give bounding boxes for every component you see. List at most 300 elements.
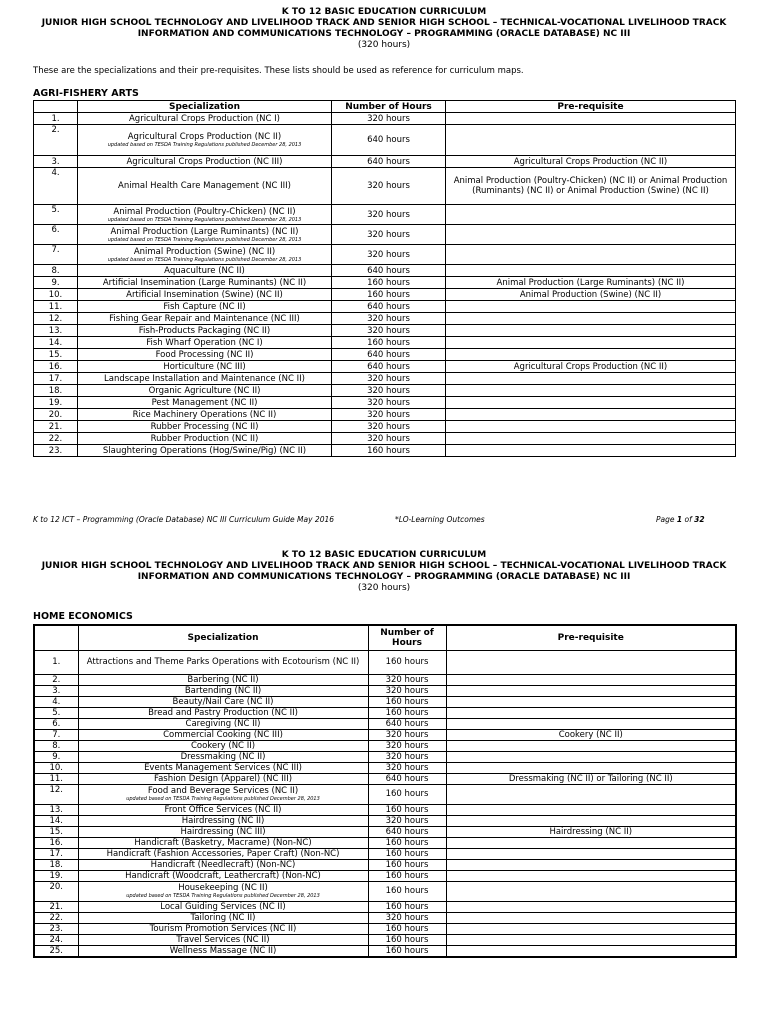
row-hours-text: 160 hours bbox=[385, 945, 429, 956]
row-prerequisite bbox=[446, 848, 736, 859]
row-hours-text: 320 hours bbox=[367, 433, 410, 444]
table-row bbox=[34, 718, 736, 729]
table-row bbox=[34, 837, 736, 848]
row-specialization bbox=[78, 373, 332, 385]
row-prerequisite bbox=[446, 113, 736, 125]
row-prerequisite bbox=[446, 156, 736, 168]
row-number bbox=[34, 301, 78, 313]
row-number-text: 14. bbox=[48, 337, 63, 348]
row-number bbox=[34, 804, 78, 815]
table-row bbox=[34, 934, 736, 945]
row-specialization bbox=[78, 245, 332, 265]
row-hours-text: 640 hours bbox=[385, 718, 429, 729]
row-number-text: 9. bbox=[51, 277, 60, 288]
row-hours-text: 640 hours bbox=[367, 361, 410, 372]
row-specialization-text: Beauty/Nail Care (NC II) bbox=[172, 696, 274, 707]
row-prerequisite-text: Agricultural Crops Production (NC II) bbox=[513, 361, 668, 372]
row-specialization-text: Barbering (NC II) bbox=[187, 674, 259, 685]
table-row bbox=[34, 784, 736, 804]
row-hours-text: 640 hours bbox=[367, 301, 410, 312]
header-line: INFORMATION AND COMMUNICATIONS TECHNOLOGY – PROGRAMMING (ORACLE DATABASE) NC III bbox=[137, 572, 631, 582]
row-prerequisite bbox=[446, 265, 736, 277]
row-number bbox=[34, 156, 78, 168]
row-hours-text: 320 hours bbox=[385, 815, 429, 826]
header-line: INFORMATION AND COMMUNICATIONS TECHNOLOGY – PROGRAMMING (ORACLE DATABASE) NC III bbox=[137, 29, 631, 39]
row-number bbox=[34, 696, 78, 707]
col-prerequisite: Pre-requisite bbox=[446, 101, 736, 113]
row-prerequisite bbox=[446, 773, 736, 784]
row-number-text: 21. bbox=[49, 901, 64, 912]
section-title: AGRI-FISHERY ARTS bbox=[33, 88, 139, 99]
row-hours-text: 320 hours bbox=[385, 729, 429, 740]
row-number bbox=[34, 337, 78, 349]
row-specialization-text: Animal Health Care Management (NC III) bbox=[118, 181, 291, 191]
row-specialization bbox=[78, 168, 332, 205]
row-hours-text: 640 hours bbox=[367, 156, 410, 167]
row-specialization bbox=[78, 870, 368, 881]
agri-fishery-table bbox=[33, 100, 736, 457]
row-number bbox=[34, 870, 78, 881]
row-specialization-text: Aquaculture (NC II) bbox=[164, 265, 245, 276]
col-specialization: Specialization bbox=[78, 101, 332, 113]
row-specialization bbox=[78, 445, 332, 457]
row-number bbox=[34, 740, 78, 751]
row-hours bbox=[332, 361, 446, 373]
row-prerequisite bbox=[446, 815, 736, 826]
row-prerequisite bbox=[446, 784, 736, 804]
row-number-text: 15. bbox=[49, 826, 64, 837]
row-number bbox=[34, 881, 78, 901]
table-row bbox=[34, 397, 736, 409]
table-row bbox=[34, 881, 736, 901]
row-prerequisite bbox=[446, 650, 736, 674]
row-hours bbox=[332, 373, 446, 385]
row-hours-text: 160 hours bbox=[385, 923, 429, 934]
row-specialization-text: Bartending (NC II) bbox=[184, 685, 262, 696]
row-specialization bbox=[78, 361, 332, 373]
row-number bbox=[34, 934, 78, 945]
row-hours-text: 160 hours bbox=[367, 289, 410, 300]
row-specialization-text: Animal Production (Large Ruminants) (NC II) bbox=[110, 226, 299, 237]
row-number bbox=[34, 349, 78, 361]
row-hours-text: 160 hours bbox=[367, 337, 410, 348]
row-specialization-text: Rice Machinery Operations (NC II) bbox=[132, 409, 277, 420]
row-specialization-text: Food Processing (NC II) bbox=[155, 349, 254, 360]
row-prerequisite-text: Animal Production (Large Ruminants) (NC II) bbox=[496, 277, 685, 288]
row-hours-text: 320 hours bbox=[385, 762, 429, 773]
row-hours bbox=[332, 313, 446, 325]
row-specialization bbox=[78, 156, 332, 168]
row-specialization-text: Agricultural Crops Production (NC II) bbox=[127, 132, 282, 142]
row-hours bbox=[368, 751, 446, 762]
row-number bbox=[34, 361, 78, 373]
row-number bbox=[34, 762, 78, 773]
row-specialization-text: Handicraft (Basketry, Macrame) (Non-NC) bbox=[134, 837, 312, 848]
row-hours bbox=[368, 912, 446, 923]
row-number bbox=[34, 826, 78, 837]
table-row bbox=[34, 225, 736, 245]
row-prerequisite bbox=[446, 718, 736, 729]
row-number-text: 11. bbox=[48, 301, 63, 312]
row-hours bbox=[368, 901, 446, 912]
row-prerequisite bbox=[446, 934, 736, 945]
row-prerequisite bbox=[446, 674, 736, 685]
row-hours bbox=[368, 773, 446, 784]
table-row bbox=[34, 804, 736, 815]
row-hours bbox=[332, 277, 446, 289]
row-prerequisite bbox=[446, 409, 736, 421]
row-hours-text: 160 hours bbox=[385, 696, 429, 707]
section-title: HOME ECONOMICS bbox=[33, 611, 133, 622]
row-hours bbox=[332, 289, 446, 301]
table-row bbox=[34, 445, 736, 457]
row-hours bbox=[332, 325, 446, 337]
table-row bbox=[34, 349, 736, 361]
row-hours-text: 160 hours bbox=[385, 789, 429, 799]
row-hours-text: 320 hours bbox=[385, 912, 429, 923]
row-specialization bbox=[78, 773, 368, 784]
row-hours-text: 160 hours bbox=[385, 657, 429, 667]
col-number bbox=[34, 625, 78, 650]
footer-page-number: 1 bbox=[676, 515, 683, 524]
row-hours-text: 160 hours bbox=[367, 277, 410, 288]
row-number-text: 7. bbox=[52, 729, 61, 740]
row-hours-text: 160 hours bbox=[385, 837, 429, 848]
row-number bbox=[34, 313, 78, 325]
row-specialization bbox=[78, 397, 332, 409]
row-number-text: 10. bbox=[48, 289, 63, 300]
row-number-text: 10. bbox=[49, 762, 64, 773]
table-row bbox=[34, 433, 736, 445]
row-number-text: 9. bbox=[52, 751, 61, 762]
row-specialization bbox=[78, 385, 332, 397]
row-specialization-text: Handicraft (Needlecraft) (Non-NC) bbox=[150, 859, 296, 870]
table-row bbox=[34, 685, 736, 696]
row-hours-text: 640 hours bbox=[367, 135, 410, 145]
row-hours-text: 320 hours bbox=[367, 421, 410, 432]
row-specialization bbox=[78, 674, 368, 685]
table-row bbox=[34, 740, 736, 751]
row-specialization bbox=[78, 859, 368, 870]
row-hours-text: 320 hours bbox=[367, 409, 410, 420]
row-hours-text: 320 hours bbox=[367, 385, 410, 396]
row-prerequisite bbox=[446, 826, 736, 837]
col-hours: Number of Hours bbox=[332, 101, 446, 113]
row-number bbox=[34, 225, 78, 245]
row-number-text: 13. bbox=[48, 325, 63, 336]
row-specialization bbox=[78, 650, 368, 674]
row-specialization-text: Dressmaking (NC II) bbox=[180, 751, 266, 762]
row-number bbox=[34, 837, 78, 848]
row-hours bbox=[368, 848, 446, 859]
footer-left: K to 12 ICT – Programming (Oracle Database) NC III Curriculum Guide May 2016 bbox=[33, 515, 335, 524]
table-row bbox=[34, 113, 736, 125]
row-prerequisite bbox=[446, 397, 736, 409]
row-prerequisite bbox=[446, 225, 736, 245]
row-hours bbox=[332, 265, 446, 277]
row-number-text: 11. bbox=[49, 773, 64, 784]
table-row bbox=[34, 923, 736, 934]
row-specialization bbox=[78, 881, 368, 901]
row-hours-text: 160 hours bbox=[385, 870, 429, 881]
row-specialization-text: Artificial Insemination (Large Ruminants) (NC II) bbox=[102, 277, 307, 288]
row-number-text: 4. bbox=[51, 168, 60, 178]
row-prerequisite bbox=[446, 837, 736, 848]
row-specialization-text: Fishing Gear Repair and Maintenance (NC III) bbox=[109, 313, 300, 324]
row-hours bbox=[368, 784, 446, 804]
row-specialization-text: Wellness Massage (NC II) bbox=[169, 945, 277, 956]
row-number bbox=[34, 168, 78, 205]
update-note: updated based on TESDA Training Regulations published December 28, 2013 bbox=[126, 893, 320, 899]
update-note: updated based on TESDA Training Regulations published December 28, 2013 bbox=[107, 142, 302, 148]
row-hours bbox=[368, 696, 446, 707]
row-prerequisite bbox=[446, 740, 736, 751]
col-prerequisite: Pre-requisite bbox=[446, 625, 736, 650]
row-hours-text: 320 hours bbox=[367, 113, 410, 124]
row-prerequisite-text: Cookery (NC II) bbox=[558, 729, 623, 740]
table-row bbox=[34, 337, 736, 349]
table-row bbox=[34, 265, 736, 277]
row-number-text: 23. bbox=[49, 923, 64, 934]
table-row bbox=[34, 826, 736, 837]
row-number bbox=[34, 901, 78, 912]
row-specialization-text: Attractions and Theme Parks Operations with Ecotourism (NC II) bbox=[86, 657, 360, 667]
header-line: JUNIOR HIGH SCHOOL TECHNOLOGY AND LIVELIHOOD TRACK AND SENIOR HIGH SCHOOL – TECHNICAL-VOCATIONAL LIVELIHOOD TRACK bbox=[41, 561, 727, 571]
table-row bbox=[34, 773, 736, 784]
table-row bbox=[34, 156, 736, 168]
header-line: JUNIOR HIGH SCHOOL TECHNOLOGY AND LIVELIHOOD TRACK AND SENIOR HIGH SCHOOL – TECHNICAL-VOCATIONAL LIVELIHOOD TRACK bbox=[41, 18, 727, 28]
row-specialization bbox=[78, 433, 332, 445]
col-number bbox=[34, 101, 78, 113]
footer-page-total: 32 bbox=[694, 515, 705, 524]
row-specialization bbox=[78, 826, 368, 837]
row-number bbox=[34, 125, 78, 156]
row-number-text: 20. bbox=[49, 881, 64, 892]
row-prerequisite bbox=[446, 945, 736, 957]
row-specialization bbox=[78, 205, 332, 225]
row-number-text: 15. bbox=[48, 349, 63, 360]
row-specialization bbox=[78, 265, 332, 277]
row-number-text: 20. bbox=[48, 409, 63, 420]
row-specialization-text: Cookery (NC II) bbox=[190, 740, 256, 751]
row-prerequisite bbox=[446, 289, 736, 301]
row-number-text: 2. bbox=[52, 674, 61, 685]
row-number-text: 3. bbox=[52, 685, 61, 696]
row-hours-text: 320 hours bbox=[367, 313, 410, 324]
row-prerequisite bbox=[446, 870, 736, 881]
row-prerequisite bbox=[446, 373, 736, 385]
row-prerequisite bbox=[446, 912, 736, 923]
row-hours-text: 320 hours bbox=[367, 209, 410, 220]
row-number-text: 6. bbox=[52, 718, 61, 729]
row-specialization-text: Artificial Insemination (Swine) (NC II) bbox=[126, 289, 283, 300]
row-specialization bbox=[78, 409, 332, 421]
row-hours-text: 320 hours bbox=[367, 373, 410, 384]
update-note: updated based on TESDA Training Regulations published December 28, 2013 bbox=[107, 236, 302, 243]
row-number-text: 8. bbox=[51, 265, 60, 276]
row-hours-text: 160 hours bbox=[367, 445, 410, 456]
row-prerequisite bbox=[446, 385, 736, 397]
row-prerequisite bbox=[446, 421, 736, 433]
row-hours-text: 160 hours bbox=[385, 859, 429, 870]
page2-header bbox=[0, 550, 768, 594]
table-row bbox=[34, 409, 736, 421]
row-hours-text: 160 hours bbox=[385, 934, 429, 945]
row-number-text: 14. bbox=[49, 815, 64, 826]
table-row bbox=[34, 707, 736, 718]
row-prerequisite bbox=[446, 337, 736, 349]
row-hours-text: 160 hours bbox=[385, 707, 429, 718]
row-prerequisite-text: Animal Production (Swine) (NC II) bbox=[519, 289, 662, 300]
row-specialization bbox=[78, 225, 332, 245]
row-specialization-text: Landscape Installation and Maintenance (NC II) bbox=[104, 373, 305, 384]
row-specialization-text: Fashion Design (Apparel) (NC III) bbox=[153, 773, 293, 784]
row-hours bbox=[332, 245, 446, 265]
row-prerequisite bbox=[446, 445, 736, 457]
col-hours: Number of Hours bbox=[368, 625, 446, 650]
header-line: K TO 12 BASIC EDUCATION CURRICULUM bbox=[281, 7, 487, 17]
row-hours bbox=[332, 168, 446, 205]
row-hours bbox=[368, 740, 446, 751]
row-prerequisite-text: Agricultural Crops Production (NC II) bbox=[513, 156, 668, 167]
row-number bbox=[34, 245, 78, 265]
row-specialization-text: Horticulture (NC III) bbox=[163, 361, 246, 372]
row-specialization bbox=[78, 751, 368, 762]
row-hours-text: 320 hours bbox=[367, 229, 410, 240]
table-row bbox=[34, 729, 736, 740]
row-specialization-text: Slaughtering Operations (Hog/Swine/Pig) (NC II) bbox=[102, 445, 307, 456]
row-hours-text: 320 hours bbox=[367, 181, 410, 191]
row-number bbox=[34, 397, 78, 409]
row-specialization bbox=[78, 912, 368, 923]
row-hours-text: 160 hours bbox=[385, 848, 429, 859]
row-number-text: 17. bbox=[48, 373, 63, 384]
table-row bbox=[34, 301, 736, 313]
row-prerequisite bbox=[446, 685, 736, 696]
row-number bbox=[34, 650, 78, 674]
row-number-text: 18. bbox=[48, 385, 63, 396]
table-row bbox=[34, 650, 736, 674]
row-hours bbox=[332, 337, 446, 349]
table-row bbox=[34, 859, 736, 870]
row-prerequisite bbox=[446, 751, 736, 762]
table-row bbox=[34, 848, 736, 859]
agri-table-body bbox=[34, 113, 736, 457]
row-number-text: 5. bbox=[52, 707, 61, 718]
row-hours bbox=[368, 945, 446, 957]
row-number bbox=[34, 433, 78, 445]
row-number bbox=[34, 859, 78, 870]
row-hours bbox=[332, 113, 446, 125]
row-number bbox=[34, 265, 78, 277]
update-note: updated based on TESDA Training Regulations published December 28, 2013 bbox=[107, 256, 302, 263]
row-hours bbox=[332, 301, 446, 313]
row-specialization-text: Caregiving (NC II) bbox=[185, 718, 261, 729]
table-row bbox=[34, 901, 736, 912]
row-specialization-text: Organic Agriculture (NC II) bbox=[148, 385, 261, 396]
row-number bbox=[34, 409, 78, 421]
row-hours-text: 160 hours bbox=[385, 901, 429, 912]
row-hours bbox=[332, 433, 446, 445]
row-specialization bbox=[78, 337, 332, 349]
row-specialization-text: Tailoring (NC II) bbox=[190, 912, 256, 923]
table-row bbox=[34, 245, 736, 265]
row-specialization-text: Animal Production (Swine) (NC II) bbox=[133, 246, 276, 257]
row-hours-text: 320 hours bbox=[367, 325, 410, 336]
row-specialization-text: Handicraft (Fashion Accessories, Paper Craft) (Non-NC) bbox=[106, 848, 340, 859]
row-hours bbox=[368, 837, 446, 848]
row-prerequisite bbox=[446, 881, 736, 901]
row-prerequisite bbox=[446, 762, 736, 773]
row-hours bbox=[368, 718, 446, 729]
row-specialization bbox=[78, 837, 368, 848]
row-number-text: 22. bbox=[49, 912, 64, 923]
row-specialization-text: Commercial Cooking (NC III) bbox=[163, 729, 283, 740]
row-specialization-text: Agricultural Crops Production (NC III) bbox=[126, 156, 283, 167]
row-specialization-text: Tourism Promotion Services (NC II) bbox=[149, 923, 297, 934]
table-row bbox=[34, 870, 736, 881]
row-hours-text: 320 hours bbox=[385, 674, 429, 685]
row-prerequisite bbox=[446, 696, 736, 707]
header-line: K TO 12 BASIC EDUCATION CURRICULUM bbox=[281, 550, 487, 560]
footer-page bbox=[656, 515, 705, 524]
row-hours bbox=[332, 385, 446, 397]
table-row bbox=[34, 125, 736, 156]
table-row bbox=[34, 313, 736, 325]
row-prerequisite bbox=[446, 729, 736, 740]
row-specialization bbox=[78, 421, 332, 433]
row-number bbox=[34, 674, 78, 685]
home-economics-table-body bbox=[34, 650, 736, 957]
row-specialization bbox=[78, 923, 368, 934]
row-number bbox=[34, 751, 78, 762]
row-specialization bbox=[78, 125, 332, 156]
row-prerequisite bbox=[446, 245, 736, 265]
row-number-text: 1. bbox=[52, 657, 61, 667]
row-prerequisite bbox=[446, 361, 736, 373]
row-specialization-text: Local Guiding Services (NC II) bbox=[160, 901, 286, 912]
row-hours bbox=[332, 397, 446, 409]
row-specialization bbox=[78, 934, 368, 945]
row-specialization-text: Housekeeping (NC II) bbox=[178, 883, 268, 893]
row-hours bbox=[332, 409, 446, 421]
row-specialization-text: Pest Management (NC II) bbox=[151, 397, 258, 408]
intro-text: These are the specializations and their pre-requisites. These lists should be used as reference for curriculum maps. bbox=[33, 66, 524, 76]
row-number-text: 5. bbox=[51, 205, 60, 215]
row-hours bbox=[332, 349, 446, 361]
row-specialization bbox=[78, 848, 368, 859]
row-hours bbox=[368, 762, 446, 773]
update-note: updated based on TESDA Training Regulations published December 28, 2013 bbox=[126, 796, 320, 802]
row-prerequisite bbox=[446, 707, 736, 718]
row-specialization bbox=[78, 301, 332, 313]
row-number bbox=[34, 912, 78, 923]
row-prerequisite-text: Dressmaking (NC II) or Tailoring (NC II) bbox=[508, 773, 673, 784]
row-number bbox=[34, 945, 78, 957]
row-prerequisite bbox=[446, 901, 736, 912]
row-hours bbox=[332, 125, 446, 156]
row-specialization-text: Agricultural Crops Production (NC I) bbox=[128, 113, 280, 124]
table-row bbox=[34, 945, 736, 957]
row-number bbox=[34, 277, 78, 289]
row-specialization bbox=[78, 815, 368, 826]
row-number bbox=[34, 421, 78, 433]
row-number bbox=[34, 718, 78, 729]
row-specialization bbox=[78, 277, 332, 289]
row-specialization bbox=[78, 289, 332, 301]
table-row bbox=[34, 205, 736, 225]
row-hours bbox=[368, 804, 446, 815]
